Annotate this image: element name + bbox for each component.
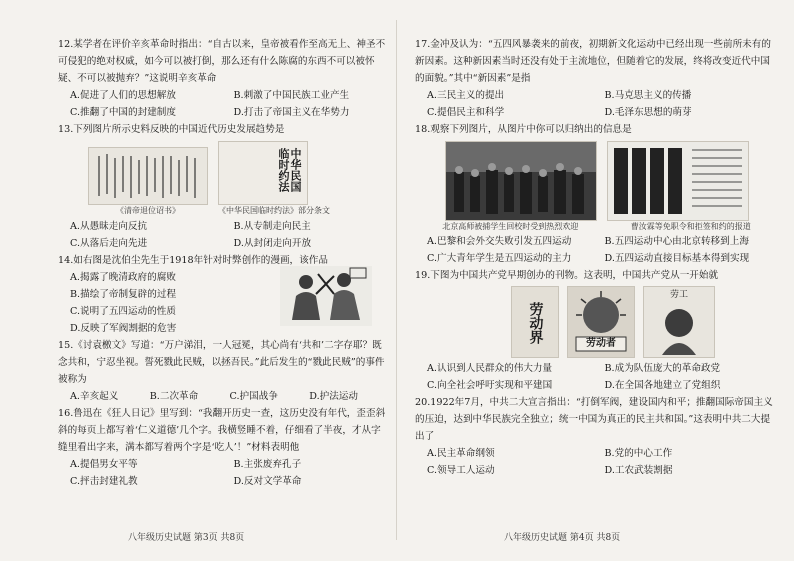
options — [415, 233, 774, 267]
question-14 — [58, 252, 389, 337]
option-d[interactable]: D.护法运动 — [309, 391, 359, 402]
question-stem: 18.观察下列图片，从图片中你可以归纳出的信息是 — [415, 124, 632, 135]
option-a[interactable]: A.从愚昧走向反抗 — [70, 221, 148, 232]
q18-captions — [423, 221, 774, 233]
option-b[interactable]: B.刺激了中国民族工业产生 — [233, 90, 350, 101]
journal-title: 劳动界 — [527, 302, 544, 344]
option-d[interactable]: D.打击了帝国主义在华势力 — [233, 107, 350, 118]
option-c[interactable]: C.抨击封建礼教 — [70, 476, 138, 487]
figure-abdication-edict — [88, 147, 208, 217]
option-c[interactable]: C.说明了五四运动的性质 — [70, 306, 176, 317]
question-19 — [415, 267, 774, 394]
caption-provisional-constitution: 《中华民国临时约法》部分条文 — [218, 206, 330, 215]
question-13 — [58, 121, 389, 252]
option-b[interactable]: B.从专制走向民主 — [233, 221, 311, 232]
question-18 — [415, 121, 774, 267]
figure-provisional-constitution — [218, 141, 330, 217]
caption-newspaper: 曹汝霖等免职令和拒签和约的报道 — [630, 222, 751, 231]
option-c[interactable]: C.从落后走向先进 — [70, 238, 148, 249]
question-12 — [58, 36, 389, 121]
option-b[interactable]: B.党的中心工作 — [604, 448, 673, 459]
q13-figures — [88, 141, 389, 217]
option-c[interactable]: C.广大青年学生是五四运动的主力 — [427, 253, 572, 264]
journal-labor-world — [511, 286, 559, 358]
provisional-constitution-image — [218, 141, 308, 205]
journal-laborer — [567, 286, 635, 358]
abdication-edict-image — [88, 147, 208, 205]
page-footer: 八年级历史试题 第3页 共8页 — [128, 533, 245, 543]
option-d[interactable]: D.在全国各地建立了党组织 — [604, 380, 721, 391]
journal-labor — [643, 286, 715, 358]
caption-abdication-edict: 《清帝退位诏书》 — [116, 206, 180, 215]
question-stem: 20.1922年7月，中共二大宣言指出：“打倒军阀，建设国内和平；推翻国际帝国主义的压迫，达到中华民族完全独立；统一中国为真正的民主共和国。”这表明中共二大提出了 — [415, 397, 773, 442]
figure-newspaper — [607, 141, 749, 221]
option-c[interactable]: C.护国战争 — [229, 391, 278, 402]
constitution-title-text: 中华民国临时约法 — [277, 148, 302, 192]
question-stem: 14.如右图是沈伯尘先生于1918年针对时弊创作的漫画，该作品 — [58, 255, 328, 266]
option-c[interactable]: C.领导工人运动 — [427, 465, 495, 476]
q19-figures — [511, 286, 774, 358]
option-a[interactable]: A.民主革命纲领 — [427, 448, 495, 459]
options — [58, 269, 270, 337]
question-stem: 17.金冲及认为：“五四风暴袭来的前夜，初期新文化运动中已经出现一些前所未有的新因素。这种新因素当时还没有处于主流地位，但随着它的发展，终将改变近代中国的面貌。”其中“新因素”是指 — [415, 39, 771, 84]
option-b[interactable]: B.五四运动中心由北京转移到上海 — [604, 236, 749, 247]
options — [58, 87, 389, 121]
option-d[interactable]: D.反映了军阀割据的危害 — [70, 323, 177, 334]
option-b[interactable]: B.马克思主义的传播 — [604, 90, 692, 101]
option-d[interactable]: D.五四运动直接目标基本得到实现 — [604, 253, 750, 264]
option-c[interactable]: C.向全社会呼吁实现和平建国 — [427, 380, 553, 391]
options — [415, 87, 774, 121]
option-b[interactable]: B.成为队伍庞大的革命政党 — [604, 363, 721, 374]
question-stem: 19.下图为中国共产党早期创办的刊物。这表明，中国共产党从一开始就 — [415, 270, 719, 281]
option-b[interactable]: B.描绘了帝制复辟的过程 — [70, 289, 177, 300]
caption-students-return: 北京高师被捕学生回校时受到热烈欢迎 — [442, 222, 579, 231]
students-photo — [445, 141, 597, 221]
option-d[interactable]: D.反对文学革命 — [233, 476, 302, 487]
options — [58, 218, 389, 252]
option-d[interactable]: D.毛泽东思想的萌芽 — [604, 107, 692, 118]
option-a[interactable]: A.揭露了晚清政府的腐败 — [70, 272, 176, 283]
question-stem: 12.某学者在评价辛亥革命时指出：“自古以来，皇帝被看作至高无上、神圣不可侵犯的绝对权威，如今可以被打倒，那么还有什么陈腐的东西不可以被怀疑、不可以被抛弃？”这说明辛亥革命 — [58, 39, 386, 84]
option-a[interactable]: A.提倡男女平等 — [70, 459, 138, 470]
option-b[interactable]: B.主张废弃孔子 — [233, 459, 302, 470]
journal-title: 劳工 — [669, 290, 688, 300]
question-20 — [415, 394, 774, 479]
journal-title: 劳动者 — [586, 338, 616, 349]
option-a[interactable]: A.促进了人们的思想解放 — [70, 90, 176, 101]
option-a[interactable]: A.认识到人民群众的伟大力量 — [427, 363, 553, 374]
options — [415, 360, 774, 394]
cartoon-image — [280, 266, 372, 326]
option-a[interactable]: A.巴黎和会外交失败引发五四运动 — [427, 236, 572, 247]
figure-students-return — [445, 141, 597, 221]
q18-figures — [445, 141, 774, 221]
question-15 — [58, 337, 389, 405]
question-16 — [58, 405, 389, 490]
question-stem: 15.《讨袁檄文》写道：“万户涕泪，一人冠冕，其心尚有‘共和’二字存耶？既念共和，宁忍坐视。誓死戮此民贼，以拯吾民。”此后发生的“戮此民贼”的事件被称为 — [58, 340, 385, 385]
options — [58, 456, 389, 490]
question-stem: 13.下列图片所示史料反映的中国近代历史发展趋势是 — [58, 124, 285, 135]
page-footer: 八年级历史试题 第4页 共8页 — [504, 533, 621, 543]
question-17 — [415, 36, 774, 121]
options — [415, 445, 774, 479]
option-b[interactable]: B.二次革命 — [149, 391, 199, 402]
option-d[interactable]: D.工农武装割据 — [604, 465, 673, 476]
question-stem: 16.鲁迅在《狂人日记》里写到：“我翻开历史一查，这历史没有年代，歪歪斜斜的每页上都写着‘仁义道德’几个字。我横竖睡不着，仔细看了半夜，才从字缝里看出字来，满本都写着两个字是‘吃人’！”材料表明他 — [58, 408, 386, 453]
options — [58, 388, 389, 405]
option-c[interactable]: C.推翻了中国的封建制度 — [70, 107, 176, 118]
option-c[interactable]: C.提倡民主和科学 — [427, 107, 505, 118]
page-4 — [397, 0, 794, 561]
option-d[interactable]: D.从封闭走向开放 — [233, 238, 312, 249]
option-a[interactable]: A.辛亥起义 — [70, 391, 119, 402]
option-a[interactable]: A.三民主义的提出 — [427, 90, 505, 101]
newspaper-image — [607, 141, 749, 221]
